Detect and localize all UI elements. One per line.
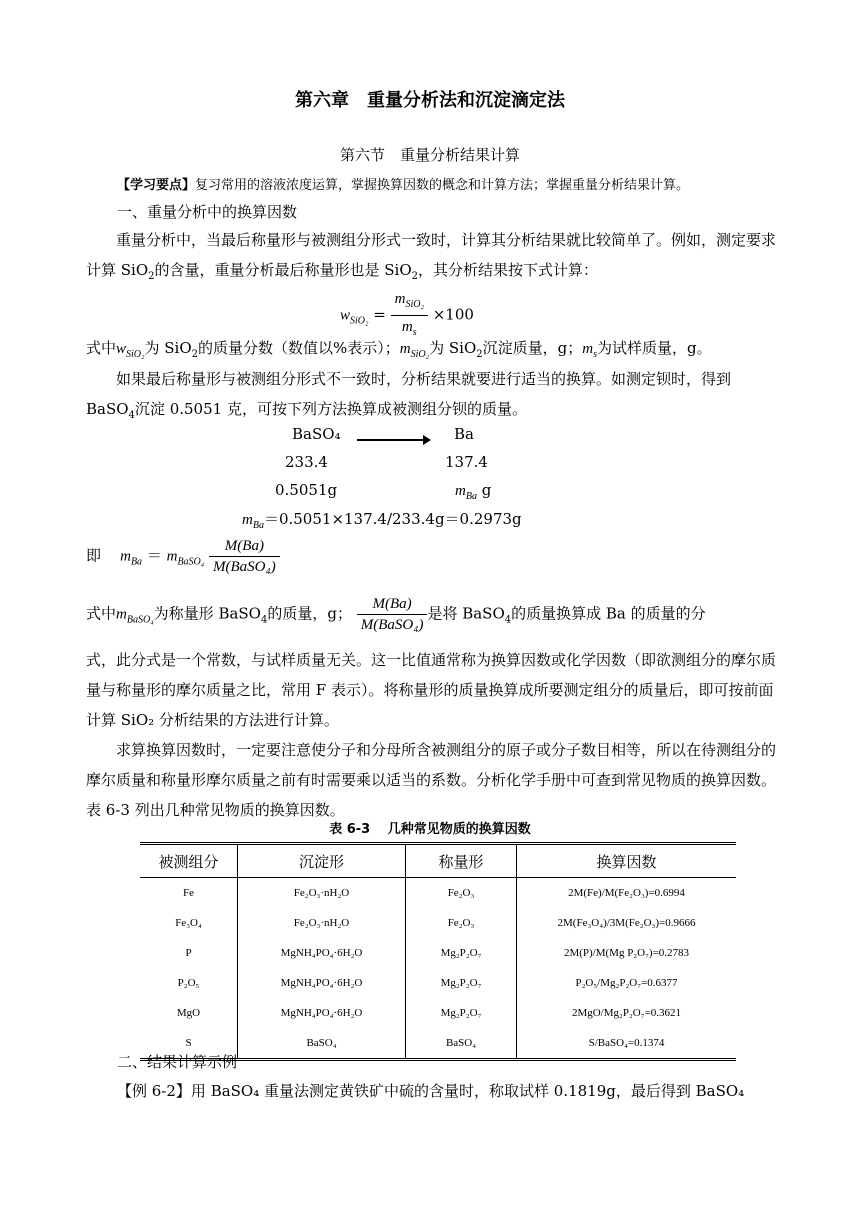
key-points-label: 【学习要点】 — [117, 178, 196, 193]
paragraph-intro: 重量分析中，当最后称量形与被测组分形式一致时，计算其分析结果就比较简单了。例如，测定要求计算 SiO$_2$的含量，重量分析最后称量形也是 SiO$_2$，其分析结果按下式计算： — [86, 231, 777, 282]
heading-examples: 二、结果计算示例 — [117, 1053, 238, 1071]
reaction-arrow-icon — [357, 439, 429, 441]
conversion-factor-table — [140, 842, 736, 1061]
key-points-text: 复习常用的溶液浓度运算，掌握换算因数的概念和计算方法；掌握重量分析结果计算。 — [195, 178, 690, 193]
equation-factor: 即 $m_{Ba} = m_{BaSO_4}$ $\frac{M(Ba)}{\text{M(BaSO₄)}}$ — [86, 536, 280, 577]
key-points — [117, 174, 689, 193]
paragraph-example-6-2: 【例 6-2】用 BaSO₄ 重量法测定黄铁矿中硫的含量时，称取试样 0.1819g，最后得到 BaSO₄ — [117, 1082, 745, 1100]
reaction-left: BaSO₄ — [292, 425, 341, 443]
table-row: Fe₃O₄ Fe₂O₃·nH₂O Fe₂O₃ 2M(Fe₃O₄)/3M(Fe₂O₃)=0.9666 — [140, 908, 736, 938]
equation-sio2-fraction: $w_{SiO_2}$ = $\frac{m_{SiO_2}}{m_s}$ ×100 — [340, 288, 474, 343]
reaction-right-amount: $m_{Ba}$ g — [455, 481, 492, 502]
table-row: MgO MgNH₄PO₄·6H₂O Mg₂P₂O₇ 2MgO/Mg₂P₂O₇=0.3621 — [140, 998, 736, 1028]
reaction-calculation: $m_{Ba}=0.5051\times 137.4/233.4g=0.2973g$ — [242, 510, 522, 531]
table-header: 换算因数 — [517, 844, 737, 878]
chapter-title: 第六章 重量分析法和沉淀滴定法 — [295, 90, 565, 111]
table-header: 称量形 — [406, 844, 517, 878]
reaction-left-mass: 233.4 — [285, 453, 328, 471]
table-caption: 表 6-3 几种常见物质的换算因数 — [329, 822, 531, 837]
paragraph-symbols: 式中$w_{SiO_2}$为 SiO$_2$的质量分数（数值以%表示）；$m_{SiO_2}$为 SiO$_2$沉淀质量，g；$m_s$为试样质量，g。 — [86, 339, 712, 360]
table-row: S BaSO₄ BaSO₄ S/BaSO₄=0.1374 — [140, 1028, 736, 1060]
heading-conversion-factor: 一、重量分析中的换算因数 — [117, 203, 298, 221]
paragraph-barium: 如果最后称量形与被测组分形式不一致时，分析结果就要进行适当的换算。如测定钡时，得到 BaSO$_4$沉淀 0.5051 克，可按下列方法换算成被测组分钡的质量。 — [86, 370, 732, 421]
table-row: Fe Fe₂O₃·nH₂O Fe₂O₃ 2M(Fe)/M(Fe₂O₃)=0.6994 — [140, 878, 736, 909]
reaction-right: Ba — [454, 425, 474, 443]
reaction-left-amount: 0.5051g — [275, 481, 338, 499]
table-header: 沉淀形 — [238, 844, 406, 878]
table-header: 被测组分 — [140, 844, 238, 878]
reaction-right-mass: 137.4 — [445, 453, 488, 471]
table-row: P MgNH₄PO₄·6H₂O Mg₂P₂O₇ 2M(P)/M(Mg P₂O₇)=0.2783 — [140, 938, 736, 968]
paragraph-factor-explain: 式中$m_{BaSO_4}$为称量形 BaSO$_4$的质量，g； $\frac{M(Ba)}{\text{M(BaSO₄)}}$ 是将 BaSO$_4$的质量换算成 Ba 的质量的分 — [86, 596, 706, 633]
paragraph-factor-definition: 式，此分式是一个常数，与试样质量无关。这一比值通常称为换算因数或化学因数（即欲测组分的摩尔质量与称量形的摩尔质量之比，常用 F 表示）。将称量形的质量换算成所要测定组分的质量后，即可按前面计算 SiO₂ 分析结果的方法进行计算。 — [86, 651, 777, 729]
equation-fraction: $\frac{m_{SiO_2}}{m_s}$ — [391, 288, 428, 343]
table-row: P₂O₅ MgNH₄PO₄·6H₂O Mg₂P₂O₇ P₂O₅/Mg₂P₂O₇=0.6377 — [140, 968, 736, 998]
paragraph-factor-coefficient: 求算换算因数时，一定要注意使分子和分母所含被测组分的原子或分子数目相等，所以在待测组分的摩尔质量和称量形摩尔质量之前有时需要乘以适当的系数。分析化学手册中可查到常见物质的换算因数。表 6-3 列出几种常见物质的换算因数。 — [86, 741, 777, 819]
section-title: 第六节 重量分析结果计算 — [339, 146, 520, 164]
